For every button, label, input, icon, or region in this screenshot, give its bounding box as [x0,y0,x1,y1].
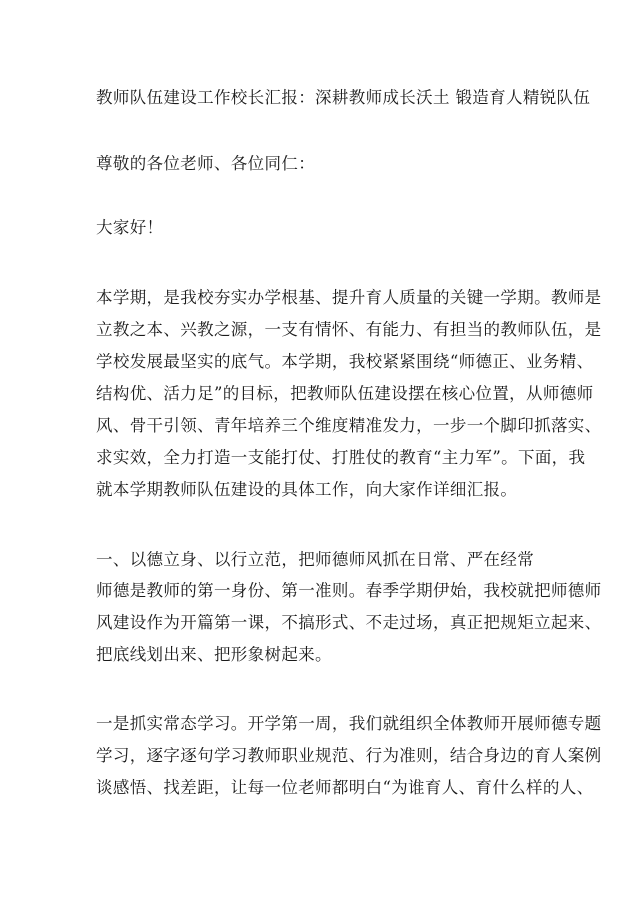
paragraph-line: 结构优、活力足”的目标，把教师队伍建设摆在核心位置，从师德师 [96,384,594,403]
paragraph-line: 师德是教师的第一身份、第一准则。春季学期伊始，我校就把师德师 [96,581,602,600]
section-heading: 一、以德立身、以行立范，把师德师风抓在日常、严在经常 [96,550,535,569]
paragraph-line: 学校发展最坚实的底气。本学期，我校紧紧围绕“师德正、业务精、 [96,352,594,371]
paragraph-line: 就本学期教师队伍建设的具体工作，向大家作详细汇报。 [96,480,518,499]
salutation: 大家好！ [96,218,164,237]
paragraph-line: 一是抓实常态学习。开学第一周，我们就组织全体教师开展师德专题 [96,714,602,733]
paragraph-line: 立教之本、兴教之源，一支有情怀、有能力、有担当的教师队伍，是 [96,320,602,339]
greeting: 尊敬的各位老师、各位同仁： [96,154,316,173]
paragraph-line: 求实效，全力打造一支能打仗、打胜仗的教育“主力军”。下面，我 [96,448,586,467]
paragraph-line: 谈感悟、找差距，让每一位老师都明白“为谁育人、育什么样的人、 [96,778,594,797]
paragraph-line: 风建设作为开篇第一课，不搞形式、不走过场，真正把规矩立起来、 [96,613,602,632]
document-title: 教师队伍建设工作校长汇报：深耕教师成长沃土 锻造育人精锐队伍 [96,88,591,107]
paragraph-line: 风、骨干引领、青年培养三个维度精准发力，一步一个脚印抓落实、 [96,416,602,435]
paragraph-line: 本学期，是我校夯实办学根基、提升育人质量的关键一学期。教师是 [96,288,602,307]
paragraph-line: 把底线划出来、把形象树起来。 [96,645,332,664]
paragraph-line: 学习，逐字逐句学习教师职业规范、行为准则，结合身边的育人案例 [96,746,602,765]
